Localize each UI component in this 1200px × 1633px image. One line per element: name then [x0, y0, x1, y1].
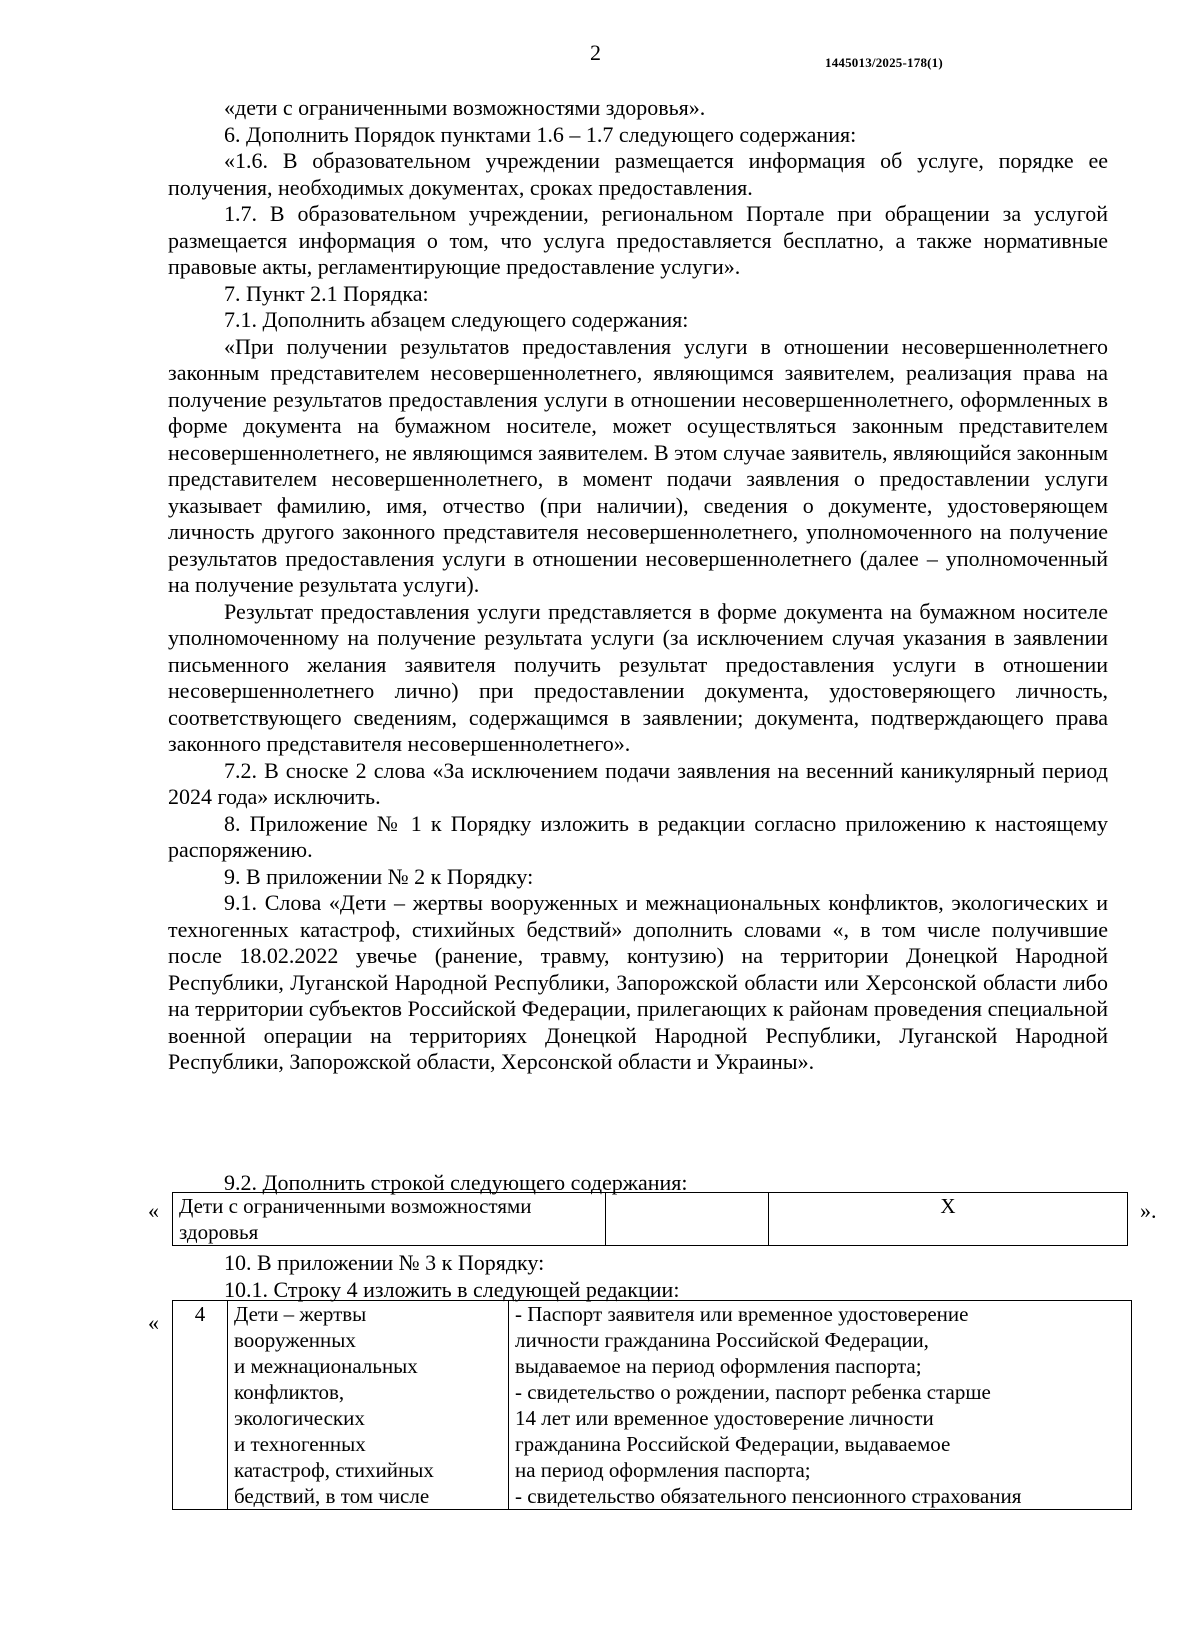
cell-line: экологических: [234, 1406, 365, 1430]
paragraph: 7.1. Дополнить абзацем следующего содержания:: [224, 307, 689, 332]
paragraph: Результат предоставления услуги представляется в форме документа на бумажном носителе уполномоченному на получение результата услуги (за исключением случая указания в заявлении письменного желания заявителя получить результат предоставления услуги в отношении несовершеннолетнего лично) при предоставлении документа, удостоверяющего личность, соответствующего сведениям, содержащимся в заявлении; документа, подтверждающего права законного представителя несовершеннолетнего».: [168, 598, 1108, 756]
cell-line: катастроф, стихийных: [234, 1458, 434, 1482]
table-row: [173, 1301, 1132, 1510]
table2-open-quote: «: [148, 1310, 159, 1335]
cell-line: бедствий, в том числе: [234, 1484, 430, 1508]
cell-line: выдаваемое на период оформления паспорта;: [515, 1354, 922, 1378]
paragraph: 7.2. В сноске 2 слова «За исключением подачи заявления на весенний каникулярный период 2024 года» исключить.: [168, 757, 1108, 809]
cell-line: вооруженных: [234, 1328, 356, 1352]
cell-line: гражданина Российской Федерации, выдаваемое: [515, 1432, 951, 1456]
cell-line: 14 лет или временное удостоверение личности: [515, 1406, 934, 1430]
cell-line: на период оформления паспорта;: [515, 1458, 811, 1482]
cell-line: конфликтов,: [234, 1380, 345, 1404]
table2-number-cell: 4: [173, 1301, 228, 1510]
paragraph: «При получении результатов предоставления услуги в отношении несовершеннолетнего законным представителем несовершеннолетнего, являющимся заявителем, реализация права на получение результатов предоставления услуги в отношении несовершеннолетнего, оформленных в форме документа на бумажном носителе, может осуществляться законным представителем несовершеннолетнего, не являющимся заявителем. В этом случае заявитель, являющийся законным представителем несовершеннолетнего, в момент подачи заявления о предоставлении услуги указывает фамилию, имя, отчество (при наличии), сведения о документе, удостоверяющем личность другого законного представителя несовершеннолетнего, уполномоченного на получение результатов предоставления услуги в отношении несовершеннолетнего (далее – уполномоченный на получение результата услуги).: [168, 333, 1108, 597]
paragraph: 9.1. Слова «Дети – жертвы вооруженных и межнациональных конфликтов, экологических и техногенных катастроф, стихийных бедствий» дополнить словами «, в том числе получившие после 18.02.2022 увечье (ранение, травму, контузию) на территории Донецкой Народной Республики, Луганской Народной Республики, Запорожской области или Херсонской области либо на территории субъектов Российской Федерации, прилегающих к районам проведения специальной военной операции на территориях Донецкой Народной Республики, Луганской Народной Республики, Запорожской области, Херсонской области и Украины».: [168, 890, 1108, 1074]
table2-documents-cell: [509, 1301, 1132, 1510]
cell-line: - свидетельство обязательного пенсионного страхования: [515, 1484, 1022, 1508]
table-additional-row: [172, 1192, 1128, 1246]
cell-line: и техногенных: [234, 1432, 366, 1456]
document-code: 1445013/2025-178(1): [825, 55, 943, 70]
table1-category-cell: Дети с ограниченными возможностями здоровья: [173, 1193, 606, 1246]
table-row-4: [172, 1300, 1132, 1510]
paragraph: 6. Дополнить Порядок пунктами 1.6 – 1.7 следующего содержания:: [224, 121, 857, 147]
cell-line: личности гражданина Российской Федерации,: [515, 1328, 929, 1352]
paragraph: 9. В приложении № 2 к Порядку:: [224, 863, 534, 889]
paragraph: 8. Приложение № 1 к Порядку изложить в редакции согласно приложению к настоящему распоряжению.: [168, 810, 1108, 862]
paragraph: 7. Пункт 2.1 Порядка:: [224, 280, 429, 306]
table1-close-quote: ».: [1140, 1198, 1157, 1223]
section-10-heading: 10. В приложении № 3 к Порядку:: [224, 1250, 545, 1275]
section-10-1-heading: 10.1. Строку 4 изложить в следующей редакции:: [224, 1277, 680, 1302]
table1-mark-cell: Х: [769, 1193, 1128, 1246]
cell-line: и межнациональных: [234, 1354, 418, 1378]
table-row: [173, 1193, 1128, 1246]
paragraph: 1.7. В образовательном учреждении, региональном Портале при обращении за услугой размещается информация о том, что услуга предоставляется бесплатно, а также нормативные правовые акты, регламентирующие предоставление услуги».: [168, 201, 1108, 279]
paragraph: «дети с ограниченными возможностями здоровья».: [224, 95, 706, 120]
document-body: [168, 95, 1108, 1076]
cell-line: - Паспорт заявителя или временное удостоверение: [515, 1302, 969, 1326]
cell-line: Дети – жертвы: [234, 1302, 367, 1326]
page-number: 2: [590, 40, 601, 65]
cell-line: - свидетельство о рождении, паспорт ребенка старше: [515, 1380, 991, 1404]
table2-category-cell: [228, 1301, 509, 1510]
paragraph: «1.6. В образовательном учреждении размещается информация об услуге, порядке ее получения, необходимых документах, сроках предоставления.: [168, 148, 1108, 200]
section-9-2-heading: 9.2. Дополнить строкой следующего содержания:: [224, 1170, 688, 1195]
table1-open-quote: «: [148, 1198, 159, 1223]
table1-empty-cell: [606, 1193, 769, 1246]
